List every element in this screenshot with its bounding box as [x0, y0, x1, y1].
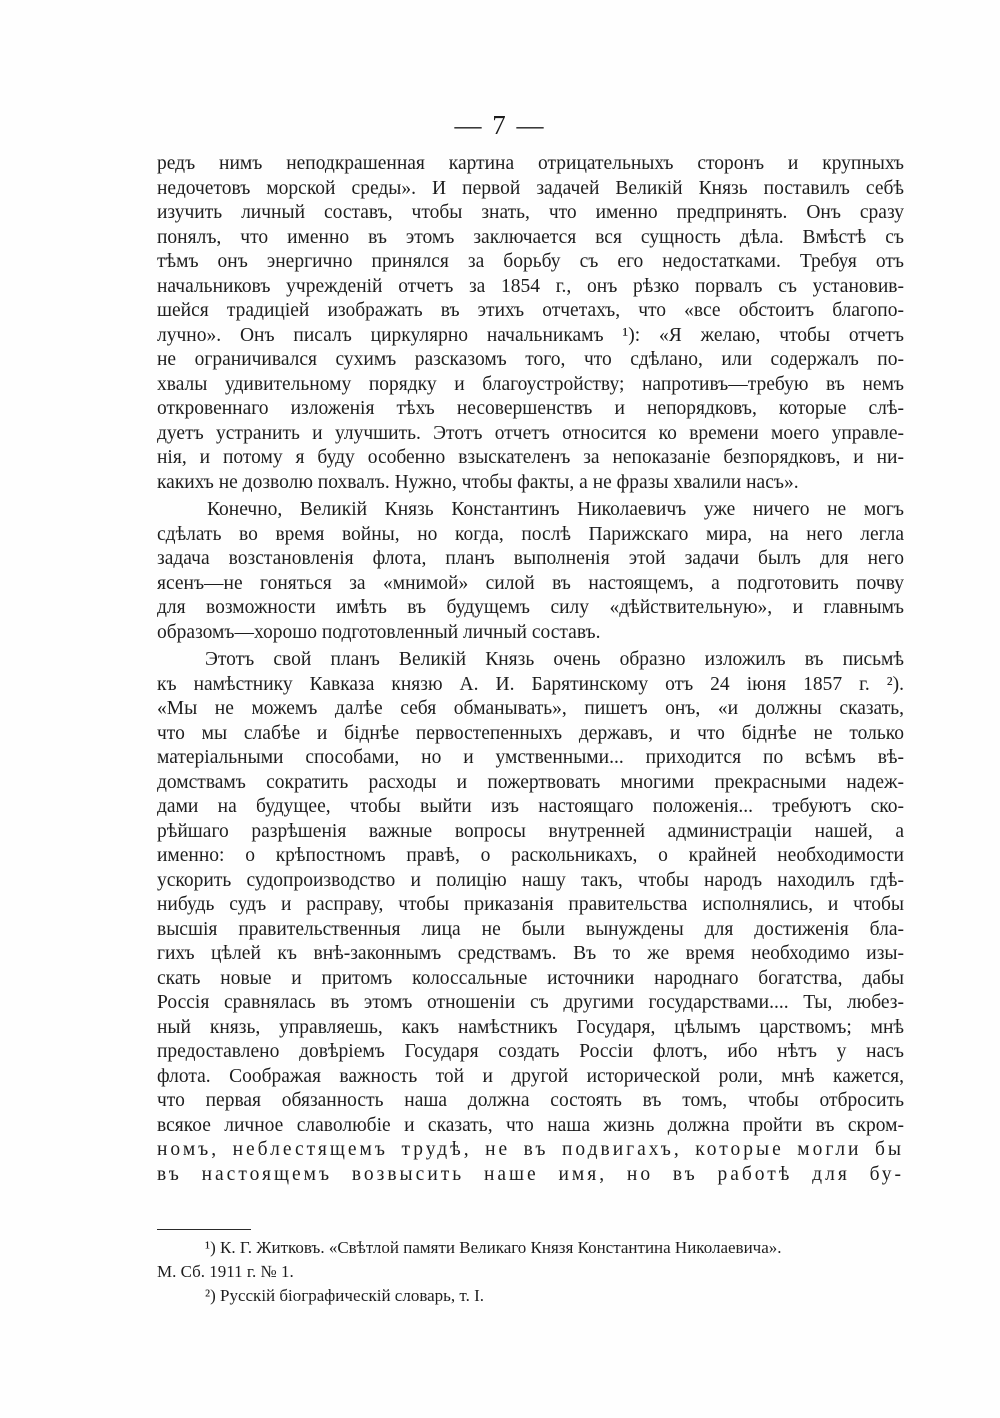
- text-line: всякое личное славолюбіе и сказать, что наша жизнь должна пройти въ скром-: [157, 1114, 904, 1136]
- text-line: понялъ, что именно въ этомъ заключается вся сущность дѣла. Вмѣстѣ съ: [157, 226, 904, 248]
- text-line: рѣйшаго разрѣшенія важные вопросы внутренней администраціи нашей, а: [157, 820, 904, 842]
- text-line: образомъ—хорошо подготовленный личный составъ.: [157, 621, 601, 643]
- text-line: ускорить судопроизводство и полицію нашу такъ, чтобы народъ находилъ гдѣ-: [157, 869, 904, 891]
- text-line: лучно». Онъ писалъ циркулярно начальникамъ ¹): «Я желаю, чтобы отчетъ: [157, 324, 904, 346]
- text-line: нибудь судъ и расправу, чтобы приказанія правительства исполнялись, и чтобы: [157, 894, 904, 915]
- text-line: шейся традиціей изображать въ этихъ отчетахъ, что «все обстоитъ благопо-: [157, 300, 904, 321]
- text-line: именно: о крѣпостномъ правѣ, о раскольникахъ, о крайней необходимости: [157, 845, 904, 866]
- text-line: Этотъ свой планъ Великій Князь очень образно изложилъ въ письмѣ: [205, 649, 904, 670]
- text-line: высшія правительственныя лица не были вынуждены для достиженія бла-: [157, 918, 904, 940]
- text-line: какихъ не дозволю похвалъ. Нужно, чтобы факты, а не фразы хвалили насъ».: [157, 471, 799, 493]
- footnote-marker: ²): [205, 1286, 216, 1305]
- footnote-divider: [157, 1229, 251, 1230]
- text-line: флота. Соображая важность той и другой исторической роли, мнѣ кажется,: [157, 1065, 904, 1087]
- footnote-text: Русскій біографическій словарь, т. I.: [220, 1286, 484, 1305]
- text-line: скать новые и притомъ колоссальные источники народнаго богатства, дабы: [157, 967, 904, 989]
- text-line: «Мы не можемъ далѣе себя обманывать», пишетъ онъ, «и должны сказать,: [157, 698, 904, 719]
- text-line: гихъ цѣлей къ внѣ-законнымъ средствамъ. Въ то же время необходимо изы-: [157, 943, 904, 964]
- text-line: предоставлено довѣріемъ Государя создать Россіи флотъ, ибо нѣтъ у насъ: [157, 1041, 904, 1062]
- text-line: матеріальными способами, но и умственными... приходится по всѣмъ вѣ-: [157, 747, 904, 768]
- footnote-2: [157, 1284, 904, 1308]
- paragraph-1: [157, 152, 904, 495]
- footnote-text: К. Г. Житковъ. «Свѣтлой памяти Великаго Князя Константина Николаевича».: [220, 1238, 782, 1257]
- text-line: редъ нимъ неподкрашенная картина отрицательныхъ сторонъ и крупныхъ: [157, 153, 904, 174]
- text-line: хвалы удивительному порядку и благоустройству; напротивъ—требую въ немъ: [157, 373, 904, 395]
- text-line: къ намѣстнику Кавказа князю А. И. Барятинскому отъ 24 іюня 1857 г. ²).: [157, 673, 904, 695]
- text-line: домствамъ сократить расходы и пожертвовать многими прекрасными надеж-: [157, 771, 904, 793]
- text-line: для возможности имѣть въ будущемъ силу «дѣйствительную», и главнымъ: [157, 597, 904, 618]
- text-line: нія, и потому я буду особенно взыскателенъ за непоказаніе безпорядковъ, и ни-: [157, 447, 904, 468]
- text-line: дуетъ устранить и улучшить. Этотъ отчетъ относится ко времени моего управле-: [157, 422, 904, 444]
- text-line: недочетовъ морской среды». И первой задачей Великій Князь поставилъ себѣ: [157, 177, 904, 199]
- text-line: что мы слабѣе и біднѣе первостепенныхъ державъ, и что біднѣе не только: [157, 722, 904, 744]
- text-line: изучить личный составъ, чтобы знать, что именно предпринять. Онъ сразу: [157, 202, 904, 223]
- footnote-marker: ¹): [205, 1238, 216, 1257]
- text-line: начальниковъ учрежденій отчетъ за 1854 г., онъ рѣзко порвалъ съ установив-: [157, 275, 904, 297]
- text-line: задача возстановленія флота, планъ выполненія этой задачи былъ для него: [157, 548, 904, 569]
- text-line: откровеннаго изложенія тѣхъ несовершенствъ и непорядковъ, которые слѣ-: [157, 398, 904, 419]
- paragraph-2: [157, 498, 904, 645]
- text-line: номъ, неблестящемъ трудѣ, не въ подвигахъ, которые могли бы: [157, 1139, 904, 1160]
- page-number: — 7 —: [454, 110, 546, 140]
- text-line: сдѣлать во время войны, но когда, послѣ Парижскаго мира, на него легла: [157, 523, 904, 545]
- footnote-1: [157, 1236, 904, 1260]
- text-line: ный князь, управляешь, какъ намѣстникъ Государя, цѣлымъ царствомъ; мнѣ: [157, 1016, 904, 1038]
- text-line: въ настоящемъ возвысить наше имя, но въ работѣ для бу-: [157, 1163, 904, 1185]
- text-line: тѣмъ онъ энергично принялся за борьбу съ его недостатками. Требуя отъ: [157, 251, 904, 272]
- text-line: не ограничивался сухимъ разсказомъ того, что сдѣлано, или содержалъ по-: [157, 349, 904, 370]
- text-line: дами на будущее, чтобы выйти изъ настоящаго положенія... требуютъ ско-: [157, 796, 904, 817]
- footnote-1-continued: М. Сб. 1911 г. № 1.: [157, 1262, 294, 1281]
- body-text: [157, 152, 904, 1190]
- text-line: Конечно, Великій Князь Константинъ Николаевичъ уже ничего не могъ: [207, 499, 904, 520]
- text-line: ясенъ—не гоняться за «мнимой» силой въ настоящемъ, а подготовить почву: [157, 572, 904, 594]
- paragraph-3: [157, 648, 904, 1187]
- footnotes: [157, 1236, 904, 1308]
- text-line: Россія сравнялась въ этомъ отношеніи съ другими государствами.... Ты, любез-: [157, 992, 904, 1013]
- text-line: что первая обязанность наша должна состоять въ томъ, чтобы отбросить: [157, 1090, 904, 1111]
